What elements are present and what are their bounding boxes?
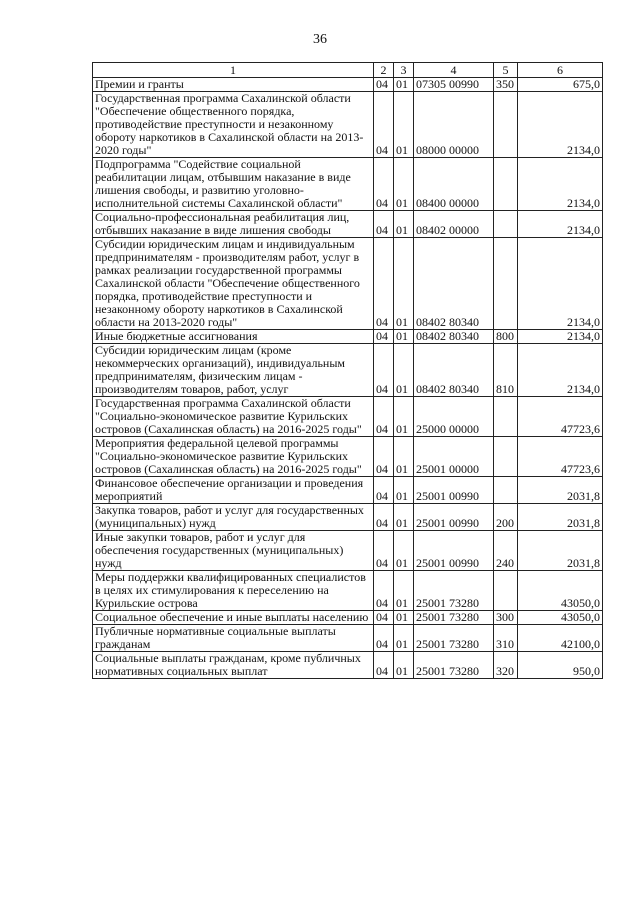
target-article-code: 25001 73280: [414, 625, 494, 652]
expense-type-code: 310: [494, 625, 518, 652]
section-code: 04: [374, 397, 394, 437]
table-row: [93, 92, 603, 158]
target-article-code: 08402 80340: [414, 344, 494, 397]
table-row: [93, 158, 603, 211]
subsection-code: 01: [394, 344, 414, 397]
subsection-code: 01: [394, 504, 414, 531]
target-article-code: 25001 73280: [414, 652, 494, 679]
subsection-code: 01: [394, 652, 414, 679]
amount-value: 47723,6: [518, 437, 603, 477]
header-row: [93, 63, 603, 78]
expense-type-code: [494, 238, 518, 330]
table-row: [93, 437, 603, 477]
amount-value: 43050,0: [518, 611, 603, 625]
amount-value: 950,0: [518, 652, 603, 679]
table-row: [93, 477, 603, 504]
amount-value: 2134,0: [518, 330, 603, 344]
amount-value: 43050,0: [518, 571, 603, 611]
expense-type-code: [494, 571, 518, 611]
row-description: Субсидии юридическим лицам и индивидуальным предпринимателям - производителям работ, услуг в рамках реализации государственной программы Сахалинской области "Обеспечение общественного порядка, противодействие преступности и незаконному обороту наркотиков в Сахалинской области на 2013-2020 годы": [93, 238, 374, 330]
table-row: [93, 78, 603, 92]
column-header: 3: [394, 63, 414, 78]
row-description: Социальное обеспечение и иные выплаты населению: [93, 611, 374, 625]
section-code: 04: [374, 625, 394, 652]
column-header: 5: [494, 63, 518, 78]
table-body: [93, 78, 603, 679]
section-code: 04: [374, 652, 394, 679]
subsection-code: 01: [394, 611, 414, 625]
target-article-code: 08400 00000: [414, 158, 494, 211]
target-article-code: 25001 00000: [414, 437, 494, 477]
section-code: 04: [374, 531, 394, 571]
budget-table: [92, 62, 603, 679]
amount-value: 47723,6: [518, 397, 603, 437]
section-code: 04: [374, 571, 394, 611]
expense-type-code: [494, 158, 518, 211]
table-row: [93, 330, 603, 344]
expense-type-code: 300: [494, 611, 518, 625]
subsection-code: 01: [394, 330, 414, 344]
subsection-code: 01: [394, 437, 414, 477]
amount-value: 42100,0: [518, 625, 603, 652]
target-article-code: 08402 80340: [414, 330, 494, 344]
column-header: 6: [518, 63, 603, 78]
table-row: [93, 652, 603, 679]
row-description: Премии и гранты: [93, 78, 374, 92]
section-code: 04: [374, 611, 394, 625]
section-code: 04: [374, 437, 394, 477]
table-row: [93, 611, 603, 625]
row-description: Социальные выплаты гражданам, кроме публичных нормативных социальных выплат: [93, 652, 374, 679]
expense-type-code: 810: [494, 344, 518, 397]
subsection-code: 01: [394, 78, 414, 92]
target-article-code: 07305 00990: [414, 78, 494, 92]
expense-type-code: 240: [494, 531, 518, 571]
expense-type-code: [494, 92, 518, 158]
table-row: [93, 625, 603, 652]
target-article-code: 25001 00990: [414, 477, 494, 504]
column-header: 1: [93, 63, 374, 78]
row-description: Закупка товаров, работ и услуг для государственных (муниципальных) нужд: [93, 504, 374, 531]
table-row: [93, 531, 603, 571]
subsection-code: 01: [394, 238, 414, 330]
amount-value: 2031,8: [518, 477, 603, 504]
section-code: 04: [374, 504, 394, 531]
target-article-code: 25001 00990: [414, 504, 494, 531]
section-code: 04: [374, 344, 394, 397]
target-article-code: 08402 00000: [414, 211, 494, 238]
row-description: Финансовое обеспечение организации и проведения мероприятий: [93, 477, 374, 504]
expense-type-code: [494, 437, 518, 477]
amount-value: 2134,0: [518, 238, 603, 330]
table-row: [93, 238, 603, 330]
target-article-code: 25001 73280: [414, 571, 494, 611]
column-header: 4: [414, 63, 494, 78]
target-article-code: 08402 80340: [414, 238, 494, 330]
section-code: 04: [374, 238, 394, 330]
amount-value: 2031,8: [518, 531, 603, 571]
row-description: Публичные нормативные социальные выплаты гражданам: [93, 625, 374, 652]
table-row: [93, 504, 603, 531]
target-article-code: 08000 00000: [414, 92, 494, 158]
section-code: 04: [374, 158, 394, 211]
subsection-code: 01: [394, 158, 414, 211]
expense-type-code: 350: [494, 78, 518, 92]
section-code: 04: [374, 78, 394, 92]
expense-type-code: 320: [494, 652, 518, 679]
amount-value: 2134,0: [518, 211, 603, 238]
row-description: Государственная программа Сахалинской области "Обеспечение общественного порядка, противодействие преступности и незаконному обороту наркотиков в Сахалинской области на 2013-2020 годы": [93, 92, 374, 158]
subsection-code: 01: [394, 531, 414, 571]
subsection-code: 01: [394, 625, 414, 652]
row-description: Субсидии юридическим лицам (кроме некоммерческих организаций), индивидуальным предпринимателям, физическим лицам - производителям товаров, работ, услуг: [93, 344, 374, 397]
expense-type-code: 200: [494, 504, 518, 531]
row-description: Мероприятия федеральной целевой программы "Социально-экономическое развитие Курильских островов (Сахалинская область) на 2016-2025 годы": [93, 437, 374, 477]
expense-type-code: 800: [494, 330, 518, 344]
target-article-code: 25000 00000: [414, 397, 494, 437]
section-code: 04: [374, 330, 394, 344]
amount-value: 2134,0: [518, 92, 603, 158]
subsection-code: 01: [394, 211, 414, 238]
page-number: 36: [313, 32, 327, 47]
amount-value: 2031,8: [518, 504, 603, 531]
table-row: [93, 344, 603, 397]
table-row: [93, 211, 603, 238]
row-description: Подпрограмма "Содействие социальной реабилитации лицам, отбывшим наказание в виде лишения свободы, и развитию уголовно-исполнительной системы Сахалинской области": [93, 158, 374, 211]
row-description: Иные закупки товаров, работ и услуг для обеспечения государственных (муниципальных) нужд: [93, 531, 374, 571]
section-code: 04: [374, 211, 394, 238]
expense-type-code: [494, 211, 518, 238]
target-article-code: 25001 00990: [414, 531, 494, 571]
table-row: [93, 571, 603, 611]
subsection-code: 01: [394, 477, 414, 504]
amount-value: 2134,0: [518, 158, 603, 211]
column-header: 2: [374, 63, 394, 78]
subsection-code: 01: [394, 571, 414, 611]
expense-type-code: [494, 477, 518, 504]
expense-type-code: [494, 397, 518, 437]
amount-value: 2134,0: [518, 344, 603, 397]
row-description: Иные бюджетные ассигнования: [93, 330, 374, 344]
target-article-code: 25001 73280: [414, 611, 494, 625]
table-row: [93, 397, 603, 437]
section-code: 04: [374, 92, 394, 158]
row-description: Государственная программа Сахалинской области "Социально-экономическое развитие Курильских островов (Сахалинская область) на 2016-2025 годы": [93, 397, 374, 437]
subsection-code: 01: [394, 397, 414, 437]
section-code: 04: [374, 477, 394, 504]
amount-value: 675,0: [518, 78, 603, 92]
row-description: Меры поддержки квалифицированных специалистов в целях их стимулирования к переселению на Курильские острова: [93, 571, 374, 611]
subsection-code: 01: [394, 92, 414, 158]
row-description: Социально-профессиональная реабилитация лиц, отбывших наказание в виде лишения свободы: [93, 211, 374, 238]
